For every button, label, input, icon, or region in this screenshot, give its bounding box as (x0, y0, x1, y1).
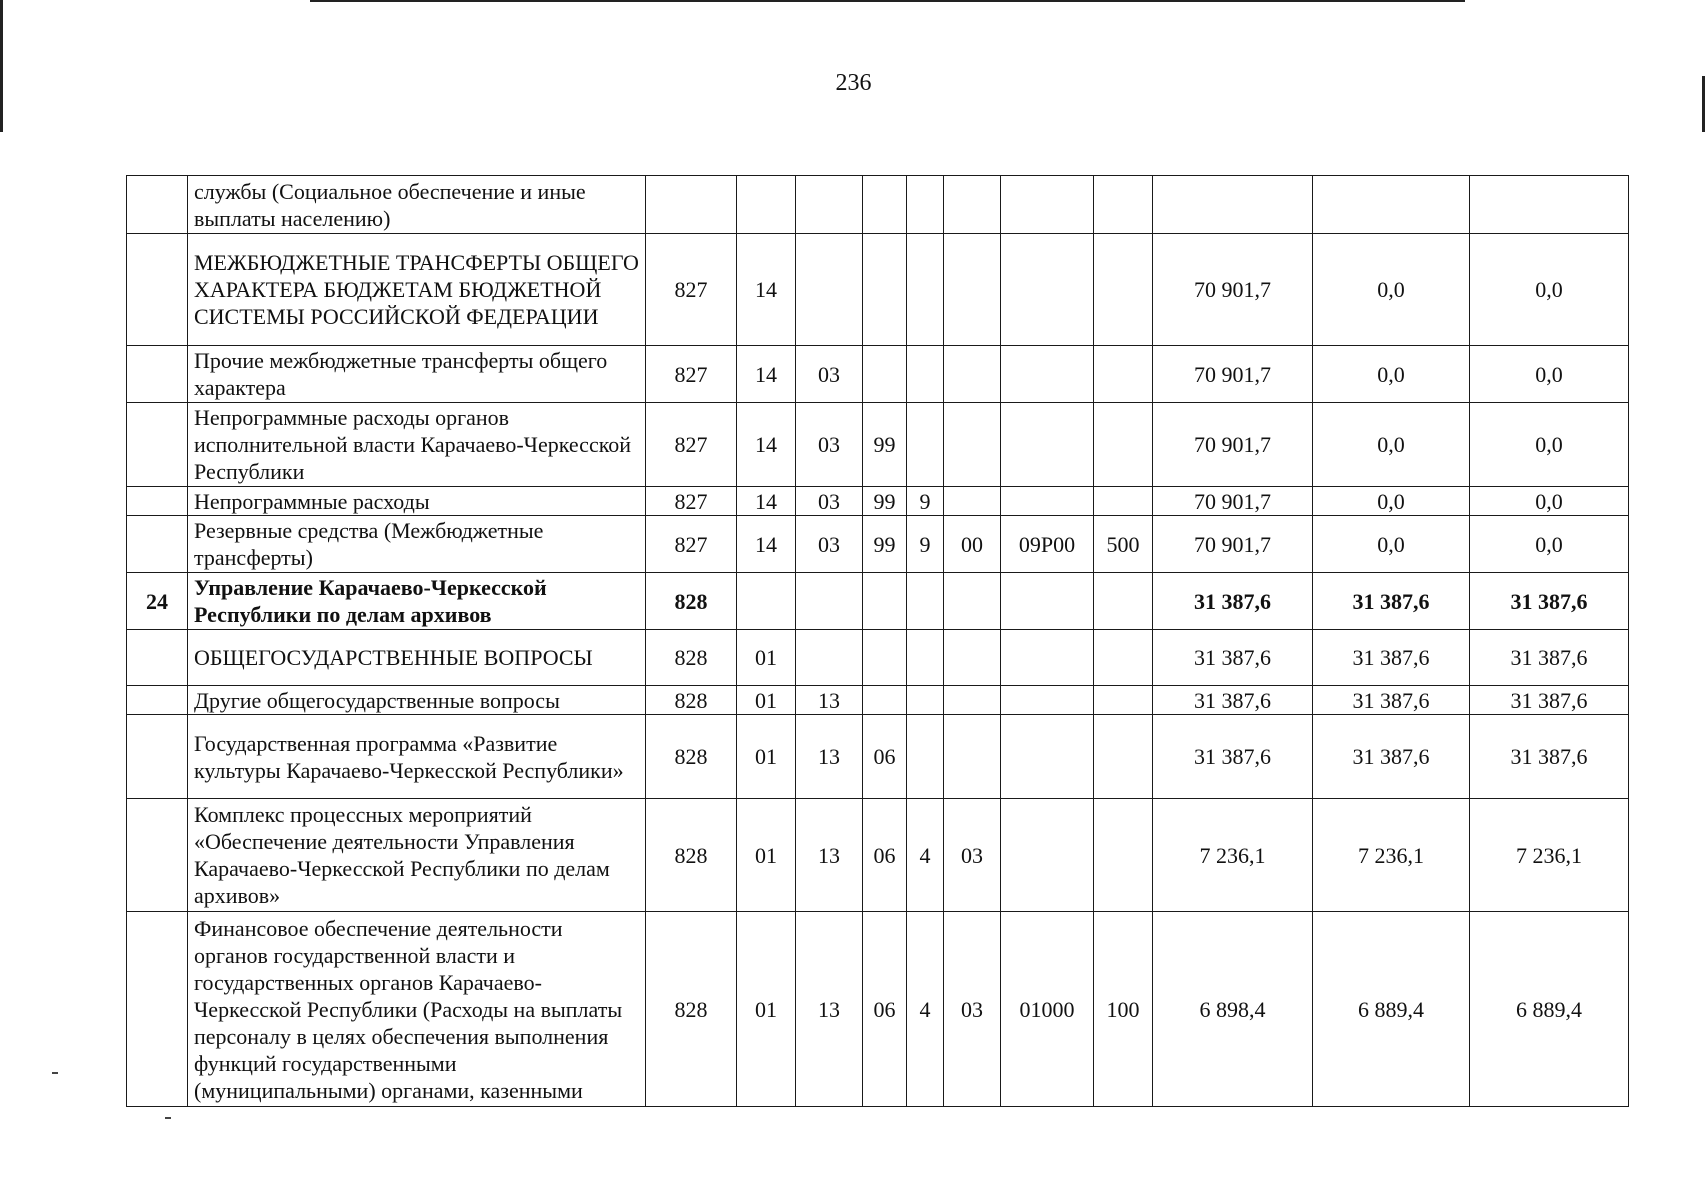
row-name: Финансовое обеспечение деятельности органов государственной власти и государственных органов Карачаево-Черкесской Республики (Расходы на выплаты персоналу в целях обеспечения выполнения функций государственными (муниципальными) органами, казенными (188, 912, 646, 1107)
expense-type-code (1094, 403, 1153, 487)
amount-year-1: 31 387,6 (1153, 715, 1313, 799)
table-row (127, 234, 1629, 346)
amount-year-3: 0,0 (1470, 346, 1629, 403)
table-row (127, 176, 1629, 234)
program-type-code (907, 686, 944, 715)
program-code: 99 (863, 516, 907, 573)
program-type-code (907, 346, 944, 403)
row-name: службы (Социальное обеспечение и иные выплаты населению) (188, 176, 646, 234)
row-number (127, 686, 188, 715)
direction-code (1001, 176, 1094, 234)
amount-year-2: 0,0 (1313, 403, 1470, 487)
direction-code (1001, 630, 1094, 686)
program-type-code (907, 715, 944, 799)
program-type-code (907, 234, 944, 346)
table-row (127, 346, 1629, 403)
table-row (127, 799, 1629, 912)
section-code: 01 (737, 799, 796, 912)
expense-type-code (1094, 573, 1153, 630)
subsection-code (796, 234, 863, 346)
subsection-code: 13 (796, 715, 863, 799)
subsection-code: 03 (796, 346, 863, 403)
subsection-code: 13 (796, 686, 863, 715)
program-type-code (907, 403, 944, 487)
section-code: 01 (737, 715, 796, 799)
amount-year-2: 0,0 (1313, 516, 1470, 573)
amount-year-1: 70 901,7 (1153, 516, 1313, 573)
table-row (127, 516, 1629, 573)
ved-code: 828 (646, 573, 737, 630)
subsection-code: 03 (796, 487, 863, 516)
section-code: 01 (737, 912, 796, 1107)
amount-year-3 (1470, 176, 1629, 234)
table-row (127, 912, 1629, 1107)
row-name: Прочие межбюджетные трансферты общего характера (188, 346, 646, 403)
row-number (127, 346, 188, 403)
expense-type-code: 500 (1094, 516, 1153, 573)
row-number (127, 176, 188, 234)
expense-type-code (1094, 176, 1153, 234)
subsection-code: 13 (796, 912, 863, 1107)
structural-element-code (944, 176, 1001, 234)
program-type-code: 4 (907, 799, 944, 912)
row-name: Государственная программа «Развитие культуры Карачаево-Черкесской Республики» (188, 715, 646, 799)
program-type-code (907, 630, 944, 686)
direction-code (1001, 715, 1094, 799)
amount-year-1 (1153, 176, 1313, 234)
expense-type-code (1094, 234, 1153, 346)
row-number (127, 912, 188, 1107)
structural-element-code (944, 573, 1001, 630)
amount-year-1: 31 387,6 (1153, 573, 1313, 630)
expense-type-code (1094, 487, 1153, 516)
subsection-code (796, 176, 863, 234)
amount-year-2: 6 889,4 (1313, 912, 1470, 1107)
ved-code (646, 176, 737, 234)
direction-code (1001, 346, 1094, 403)
table-row (127, 630, 1629, 686)
page-number: 236 (835, 70, 872, 96)
amount-year-3: 31 387,6 (1470, 715, 1629, 799)
section-code (737, 573, 796, 630)
row-number (127, 715, 188, 799)
table-row (127, 573, 1629, 630)
section-code: 14 (737, 346, 796, 403)
structural-element-code (944, 403, 1001, 487)
subsection-code (796, 573, 863, 630)
row-name: МЕЖБЮДЖЕТНЫЕ ТРАНСФЕРТЫ ОБЩЕГО ХАРАКТЕРА БЮДЖЕТАМ БЮДЖЕТНОЙ СИСТЕМЫ РОССИЙСКОЙ ФЕДЕРАЦИИ (188, 234, 646, 346)
expense-type-code: 100 (1094, 912, 1153, 1107)
amount-year-3: 0,0 (1470, 234, 1629, 346)
row-name: Резервные средства (Межбюджетные трансферты) (188, 516, 646, 573)
program-code: 06 (863, 799, 907, 912)
subsection-code: 03 (796, 516, 863, 573)
amount-year-1: 31 387,6 (1153, 686, 1313, 715)
direction-code: 01000 (1001, 912, 1094, 1107)
row-name: Непрограммные расходы (188, 487, 646, 516)
program-type-code: 4 (907, 912, 944, 1107)
direction-code (1001, 403, 1094, 487)
section-code (737, 176, 796, 234)
program-code (863, 234, 907, 346)
table-row (127, 403, 1629, 487)
amount-year-3: 31 387,6 (1470, 686, 1629, 715)
table-row (127, 715, 1629, 799)
program-code (863, 630, 907, 686)
amount-year-2: 7 236,1 (1313, 799, 1470, 912)
amount-year-3: 0,0 (1470, 487, 1629, 516)
ved-code: 827 (646, 403, 737, 487)
amount-year-2: 0,0 (1313, 234, 1470, 346)
direction-code (1001, 573, 1094, 630)
amount-year-1: 7 236,1 (1153, 799, 1313, 912)
program-code (863, 573, 907, 630)
amount-year-3: 7 236,1 (1470, 799, 1629, 912)
table-row (127, 487, 1629, 516)
program-type-code (907, 573, 944, 630)
structural-element-code (944, 715, 1001, 799)
direction-code (1001, 799, 1094, 912)
expense-type-code (1094, 686, 1153, 715)
subsection-code: 13 (796, 799, 863, 912)
structural-element-code (944, 686, 1001, 715)
amount-year-3: 31 387,6 (1470, 630, 1629, 686)
amount-year-1: 70 901,7 (1153, 346, 1313, 403)
row-number (127, 630, 188, 686)
amount-year-3: 31 387,6 (1470, 573, 1629, 630)
top-rule (310, 0, 1465, 2)
ved-code: 828 (646, 686, 737, 715)
row-number (127, 403, 188, 487)
row-number: 24 (127, 573, 188, 630)
structural-element-code: 03 (944, 799, 1001, 912)
row-number (127, 234, 188, 346)
row-number (127, 799, 188, 912)
program-type-code: 9 (907, 516, 944, 573)
structural-element-code (944, 630, 1001, 686)
expense-type-code (1094, 799, 1153, 912)
amount-year-1: 6 898,4 (1153, 912, 1313, 1107)
ved-code: 828 (646, 912, 737, 1107)
scan-speck (165, 1117, 171, 1119)
structural-element-code: 03 (944, 912, 1001, 1107)
table-body (127, 176, 1629, 1107)
section-code: 01 (737, 686, 796, 715)
structural-element-code (944, 487, 1001, 516)
ved-code: 827 (646, 516, 737, 573)
program-code (863, 176, 907, 234)
budget-table (126, 175, 1629, 1107)
amount-year-2: 0,0 (1313, 346, 1470, 403)
structural-element-code (944, 234, 1001, 346)
section-code: 14 (737, 234, 796, 346)
amount-year-1: 70 901,7 (1153, 403, 1313, 487)
row-name: Другие общегосударственные вопросы (188, 686, 646, 715)
amount-year-2: 0,0 (1313, 487, 1470, 516)
section-code: 14 (737, 403, 796, 487)
row-number (127, 516, 188, 573)
direction-code (1001, 234, 1094, 346)
amount-year-3: 0,0 (1470, 516, 1629, 573)
ved-code: 827 (646, 234, 737, 346)
program-code: 06 (863, 715, 907, 799)
program-type-code: 9 (907, 487, 944, 516)
ved-code: 827 (646, 487, 737, 516)
amount-year-2: 31 387,6 (1313, 686, 1470, 715)
direction-code (1001, 686, 1094, 715)
amount-year-2: 31 387,6 (1313, 630, 1470, 686)
subsection-code (796, 630, 863, 686)
expense-type-code (1094, 630, 1153, 686)
program-code: 99 (863, 403, 907, 487)
ved-code: 827 (646, 346, 737, 403)
section-code: 14 (737, 516, 796, 573)
amount-year-1: 70 901,7 (1153, 234, 1313, 346)
section-code: 01 (737, 630, 796, 686)
structural-element-code (944, 346, 1001, 403)
row-number (127, 487, 188, 516)
section-code: 14 (737, 487, 796, 516)
row-name: Непрограммные расходы органов исполнительной власти Карачаево-Черкесской Республики (188, 403, 646, 487)
amount-year-2: 31 387,6 (1313, 573, 1470, 630)
amount-year-2: 31 387,6 (1313, 715, 1470, 799)
ved-code: 828 (646, 799, 737, 912)
scan-speck (52, 1072, 58, 1074)
program-code: 06 (863, 912, 907, 1107)
direction-code: 09Р00 (1001, 516, 1094, 573)
amount-year-2 (1313, 176, 1470, 234)
program-code: 99 (863, 487, 907, 516)
amount-year-1: 70 901,7 (1153, 487, 1313, 516)
expense-type-code (1094, 346, 1153, 403)
program-type-code (907, 176, 944, 234)
direction-code (1001, 487, 1094, 516)
table-row (127, 686, 1629, 715)
row-name: Управление Карачаево-Черкесской Республики по делам архивов (188, 573, 646, 630)
ved-code: 828 (646, 715, 737, 799)
subsection-code: 03 (796, 403, 863, 487)
structural-element-code: 00 (944, 516, 1001, 573)
amount-year-1: 31 387,6 (1153, 630, 1313, 686)
ved-code: 828 (646, 630, 737, 686)
row-name: ОБЩЕГОСУДАРСТВЕННЫЕ ВОПРОСЫ (188, 630, 646, 686)
amount-year-3: 0,0 (1470, 403, 1629, 487)
program-code (863, 346, 907, 403)
program-code (863, 686, 907, 715)
expense-type-code (1094, 715, 1153, 799)
left-scan-edge (0, 0, 3, 132)
amount-year-3: 6 889,4 (1470, 912, 1629, 1107)
row-name: Комплекс процессных мероприятий «Обеспечение деятельности Управления Карачаево-Черкесской Республики по делам архивов» (188, 799, 646, 912)
